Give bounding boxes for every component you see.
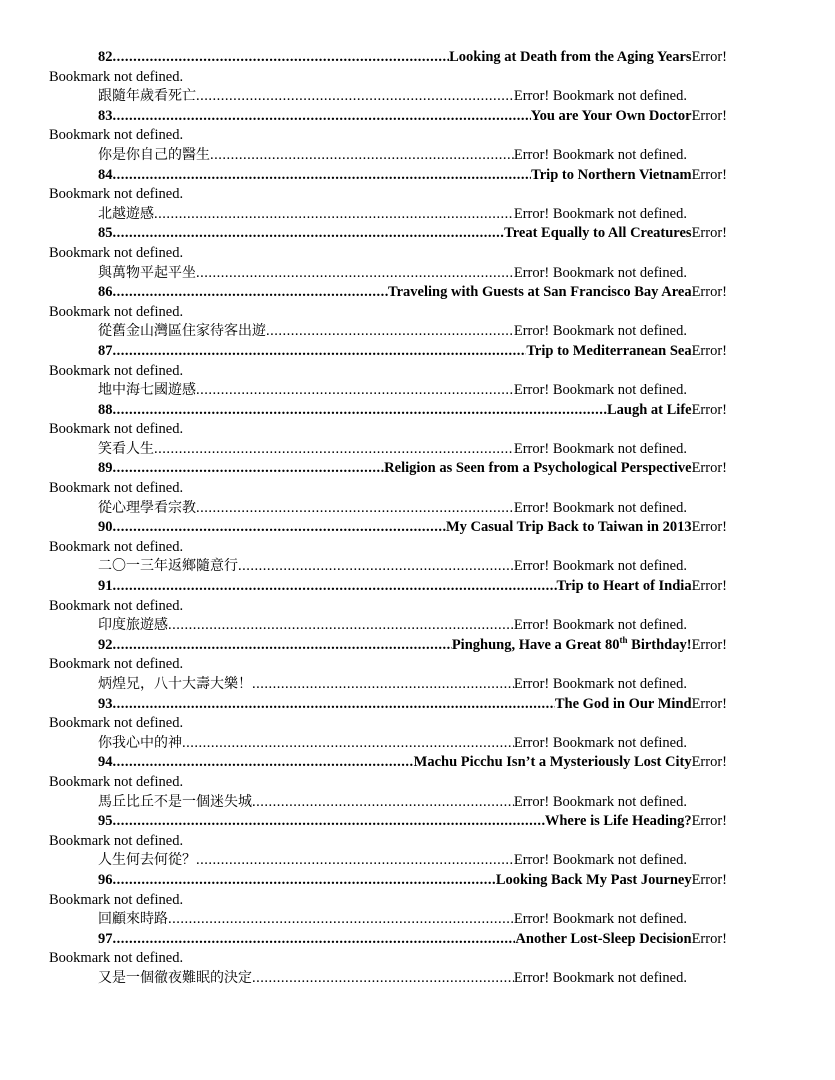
- entry-title: [526, 342, 691, 362]
- dot-leader: [196, 851, 514, 871]
- error-message: Error! Bookmark not defined.: [513, 558, 687, 575]
- entry-number: 89: [98, 460, 113, 477]
- entry-title: [555, 695, 692, 715]
- entry-title: [531, 107, 692, 127]
- toc-entry-chinese-line[interactable]: [98, 616, 687, 636]
- entry-chinese-title: 馬丘比丘不是一個迷失城: [98, 793, 252, 810]
- error-message-continuation: Bookmark not defined.: [49, 244, 184, 261]
- entry-title-text: Machu Picchu Isn’t a Mysteriously Lost City: [413, 754, 692, 771]
- error-message: Error! Bookmark not defined.: [513, 88, 687, 105]
- entry-number: 83: [98, 107, 113, 124]
- entry-number: 91: [98, 578, 113, 595]
- dot-leader: [154, 440, 514, 460]
- entry-title: [496, 871, 692, 891]
- error-message-continuation: Bookmark not defined.: [49, 891, 184, 908]
- dot-leader: [113, 753, 414, 773]
- toc-entry-english-line[interactable]: [98, 695, 727, 715]
- toc-entry-english-line[interactable]: [98, 342, 727, 362]
- entry-title-text: Another Lost-Sleep Decision: [515, 930, 692, 947]
- error-message: Error! Bookmark not defined.: [513, 617, 687, 634]
- toc-entry: [0, 166, 835, 225]
- entry-number: 82: [98, 49, 113, 65]
- dot-leader: [252, 793, 514, 813]
- entry-chinese-title: 人生何去何從？: [98, 852, 196, 869]
- dot-leader: [182, 734, 514, 754]
- entry-title: [384, 459, 691, 479]
- toc-entry: [0, 459, 835, 518]
- entry-number: 84: [98, 166, 113, 183]
- error-message: Error!: [691, 636, 727, 653]
- toc-entry-chinese-line[interactable]: [98, 793, 687, 813]
- entry-number: 97: [98, 930, 113, 947]
- dot-leader: [238, 557, 514, 577]
- error-message: Error! Bookmark not defined.: [513, 499, 687, 516]
- error-message: Error! Bookmark not defined.: [513, 146, 687, 163]
- entry-title-text: You are Your Own Doctor: [530, 107, 692, 124]
- entry-number: 90: [98, 519, 113, 536]
- toc-entry: [0, 518, 835, 577]
- error-message-continuation: Bookmark not defined.: [49, 303, 184, 320]
- entry-chinese-title: 與萬物平起平坐: [98, 264, 196, 281]
- toc-entry-english-line[interactable]: [98, 871, 727, 891]
- dot-leader: [113, 636, 452, 656]
- toc-entry-chinese-line[interactable]: [98, 87, 687, 107]
- error-message-continuation: Bookmark not defined.: [49, 715, 184, 732]
- entry-title-text: Where is Life Heading?: [544, 813, 692, 830]
- toc-entry-chinese-line[interactable]: [98, 205, 687, 225]
- error-message-continuation: Bookmark not defined.: [49, 597, 184, 614]
- dot-leader: [252, 675, 514, 695]
- entry-title: [545, 812, 692, 832]
- entry-number: 87: [98, 342, 113, 359]
- entry-number: 88: [98, 401, 113, 418]
- entry-chinese-title: 二〇一三年返鄉隨意行: [98, 558, 238, 575]
- entry-chinese-title: 印度旅遊感: [98, 617, 168, 634]
- toc-entry: [0, 107, 835, 166]
- toc-entry: [0, 48, 835, 107]
- entry-title: [557, 577, 692, 597]
- table-of-contents: [0, 48, 835, 989]
- dot-leader: [113, 695, 555, 715]
- dot-leader: [168, 616, 514, 636]
- entry-chinese-title: 回顧來時路: [98, 911, 168, 928]
- toc-entry-english-line[interactable]: [98, 459, 727, 479]
- dot-leader: [154, 205, 514, 225]
- toc-entry-english-line[interactable]: [98, 166, 727, 186]
- error-message: Error! Bookmark not defined.: [513, 676, 687, 692]
- toc-entry-chinese-line[interactable]: [98, 557, 687, 577]
- toc-entry-english-line[interactable]: [98, 753, 727, 773]
- entry-chinese-title: 你我心中的神: [98, 734, 182, 751]
- toc-entry-english-line[interactable]: [98, 518, 727, 538]
- error-message: Error! Bookmark not defined.: [513, 382, 687, 399]
- error-message: Error! Bookmark not defined.: [513, 264, 687, 281]
- error-message: Error! Bookmark not defined.: [513, 911, 687, 928]
- error-message: Error!: [691, 225, 727, 242]
- toc-entry-english-line[interactable]: [98, 107, 727, 127]
- entry-chinese-title: 地中海七國遊感: [98, 382, 196, 399]
- dot-leader: [113, 518, 446, 538]
- toc-entry: [0, 224, 835, 283]
- entry-chinese-title: 從舊金山灣區住家待客出遊: [98, 323, 266, 340]
- toc-entry-chinese-line[interactable]: [98, 381, 687, 401]
- error-message: Error!: [691, 578, 727, 595]
- toc-entry-english-line[interactable]: [98, 283, 727, 303]
- dot-leader: [168, 910, 514, 930]
- entry-title-text: Traveling with Guests at San Francisco Bay Area: [388, 284, 692, 301]
- toc-entry-chinese-line[interactable]: [98, 734, 687, 754]
- entry-title-superscript: th: [619, 634, 628, 645]
- entry-number: 86: [98, 284, 113, 301]
- toc-entry: [0, 577, 835, 636]
- entry-number: 85: [98, 225, 113, 242]
- dot-leader: [113, 459, 385, 479]
- error-message-continuation: Bookmark not defined.: [49, 538, 184, 555]
- entry-title: [449, 48, 691, 68]
- dot-leader: [113, 283, 389, 303]
- dot-leader: [113, 166, 532, 186]
- error-message: Error!: [691, 166, 727, 183]
- dot-leader: [196, 499, 514, 519]
- toc-entry: [0, 695, 835, 754]
- dot-leader: [113, 342, 527, 362]
- dot-leader: [113, 224, 505, 244]
- toc-entry: [0, 636, 835, 695]
- entry-chinese-title: 從心理學看宗教: [98, 499, 196, 516]
- entry-title: [504, 224, 691, 244]
- dot-leader: [210, 146, 514, 166]
- entry-title: [388, 283, 692, 303]
- entry-number: 95: [98, 813, 113, 830]
- error-message-continuation: Bookmark not defined.: [49, 832, 184, 849]
- entry-title-text: Treat Equally to All Creatures: [504, 225, 692, 242]
- entry-title: [531, 166, 691, 186]
- dot-leader: [113, 48, 450, 68]
- error-message: Error!: [691, 930, 727, 947]
- dot-leader: [113, 930, 516, 950]
- toc-entry: [0, 871, 835, 930]
- toc-entry: [0, 401, 835, 460]
- entry-title-text: Trip to Heart of India: [556, 578, 692, 595]
- dot-leader: [196, 381, 514, 401]
- error-message-continuation: Bookmark not defined.: [49, 186, 184, 203]
- entry-chinese-title: 北越遊感: [98, 205, 154, 222]
- dot-leader: [266, 322, 514, 342]
- entry-chinese-title: 又是一個徹夜難眠的決定: [98, 969, 252, 986]
- toc-entry-chinese-line[interactable]: [98, 910, 687, 930]
- entry-number: 92: [98, 636, 113, 653]
- error-message: Error! Bookmark not defined.: [513, 969, 687, 986]
- entry-chinese-title: 炳煌兄，八十大壽大樂！: [98, 676, 252, 692]
- error-message-continuation: Bookmark not defined.: [49, 68, 184, 85]
- dot-leader: [113, 107, 531, 127]
- error-message: Error!: [691, 401, 727, 418]
- error-message: Error!: [691, 49, 727, 65]
- error-message-continuation: Bookmark not defined.: [49, 421, 184, 438]
- entry-number: 96: [98, 871, 113, 888]
- toc-entry-english-line[interactable]: [98, 48, 727, 68]
- entry-title-text: Looking Back My Past Journey: [495, 871, 692, 888]
- entry-title-text: Looking at Death from the Aging Years: [449, 49, 692, 65]
- toc-entry: [0, 283, 835, 342]
- error-message: Error!: [691, 342, 727, 359]
- entry-chinese-title: 跟隨年歲看死亡: [98, 88, 196, 105]
- error-message: Error! Bookmark not defined.: [513, 323, 687, 340]
- toc-entry-english-line[interactable]: [98, 812, 727, 832]
- toc-entry: [0, 342, 835, 401]
- error-message: Error!: [691, 695, 727, 712]
- error-message: Error! Bookmark not defined.: [513, 205, 687, 222]
- toc-entry-english-line[interactable]: [98, 224, 727, 244]
- dot-leader: [113, 401, 607, 421]
- entry-chinese-title: 你是你自己的醫生: [98, 146, 210, 163]
- error-message: Error! Bookmark not defined.: [513, 852, 687, 869]
- entry-title-text: Religion as Seen from a Psychological Perspective: [384, 460, 692, 477]
- entry-title: [414, 753, 692, 773]
- error-message-continuation: Bookmark not defined.: [49, 950, 184, 967]
- entry-title-text: Pinghung, Have a Great 80: [451, 636, 620, 653]
- entry-title: [515, 930, 691, 950]
- dot-leader: [113, 871, 496, 891]
- entry-title-text: Laugh at Life: [606, 401, 692, 418]
- entry-title: [446, 518, 692, 538]
- error-message-continuation: Bookmark not defined.: [49, 480, 184, 497]
- toc-entry: [0, 930, 835, 989]
- entry-title-suffix: Birthday!: [627, 636, 692, 653]
- dot-leader: [196, 264, 514, 284]
- entry-title-text: Trip to Northern Vietnam: [531, 166, 692, 183]
- toc-entry-chinese-line[interactable]: [98, 264, 687, 284]
- error-message: Error!: [691, 754, 727, 771]
- error-message-continuation: Bookmark not defined.: [49, 362, 184, 379]
- toc-entry-chinese-line[interactable]: [98, 146, 687, 166]
- entry-title: [607, 401, 692, 421]
- entry-chinese-title: 笑看人生: [98, 440, 154, 457]
- toc-entry-chinese-line[interactable]: [98, 322, 687, 342]
- toc-entry-chinese-line[interactable]: [98, 675, 687, 695]
- toc-entry: [0, 753, 835, 812]
- toc-entry-english-line[interactable]: [98, 401, 727, 421]
- error-message: Error!: [691, 813, 727, 830]
- dot-leader: [196, 87, 514, 107]
- error-message: Error!: [691, 284, 727, 301]
- error-message-continuation: Bookmark not defined.: [49, 656, 184, 673]
- toc-entry-english-line[interactable]: [98, 577, 727, 597]
- error-message: Error!: [691, 460, 727, 477]
- error-message: Error! Bookmark not defined.: [513, 440, 687, 457]
- toc-entry-chinese-line[interactable]: [98, 440, 687, 460]
- entry-title: [452, 636, 692, 656]
- dot-leader: [113, 577, 557, 597]
- toc-entry: [0, 812, 835, 871]
- entry-number: 93: [98, 695, 113, 712]
- error-message: Error!: [691, 519, 727, 536]
- toc-entry-chinese-line[interactable]: [98, 499, 687, 519]
- error-message-continuation: Bookmark not defined.: [49, 773, 184, 790]
- entry-title-text: Trip to Mediterranean Sea: [526, 342, 692, 359]
- toc-entry-english-line[interactable]: [98, 636, 727, 656]
- toc-entry-chinese-line[interactable]: [98, 851, 687, 871]
- entry-number: 94: [98, 754, 113, 771]
- error-message-continuation: Bookmark not defined.: [49, 127, 184, 144]
- entry-title-text: The God in Our Mind: [554, 695, 692, 712]
- error-message: Error!: [691, 871, 727, 888]
- error-message: Error!: [691, 107, 727, 124]
- toc-entry-chinese-line[interactable]: [98, 969, 687, 989]
- error-message: Error! Bookmark not defined.: [513, 734, 687, 751]
- toc-entry-english-line[interactable]: [98, 930, 727, 950]
- entry-title-text: My Casual Trip Back to Taiwan in 2013: [445, 519, 692, 536]
- dot-leader: [252, 969, 514, 989]
- error-message: Error! Bookmark not defined.: [513, 793, 687, 810]
- dot-leader: [113, 812, 545, 832]
